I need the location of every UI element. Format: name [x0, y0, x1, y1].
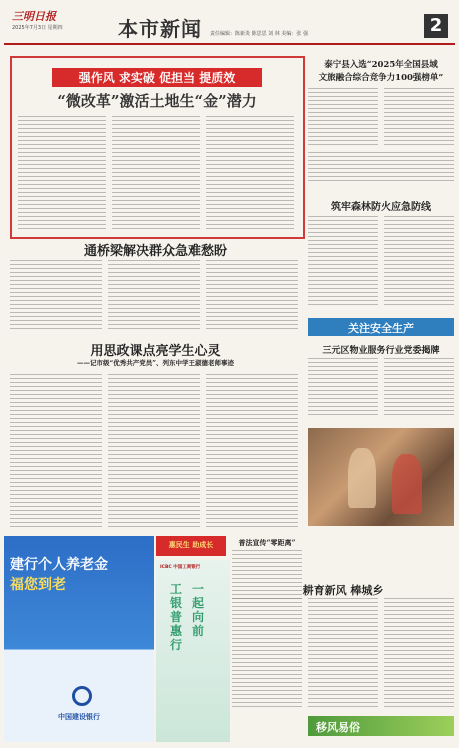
feature-title: 用思政课点亮学生心灵	[90, 344, 221, 359]
feature-body-1	[10, 374, 102, 528]
right-top-title-1: 泰宁县入选“2025年全国县域	[324, 60, 438, 70]
icbc-ad-line2: 一起向前	[192, 582, 205, 638]
right-news-body-2	[384, 358, 454, 418]
feature-body-3	[206, 374, 298, 528]
bottom-right-body-3	[384, 598, 454, 710]
mid-left-body-2	[108, 260, 200, 332]
safety-banner-text: 关注安全生产	[348, 322, 414, 335]
icbc-ad-line1: 工银普惠行	[170, 582, 183, 652]
photo-person-1	[348, 448, 376, 508]
right-top-body-2	[384, 88, 454, 146]
ccb-logo-icon	[72, 686, 92, 706]
forest-fire-title: 筑牢森林防火应急防线	[331, 202, 431, 213]
bottom-right-body-2	[308, 598, 378, 710]
photo-person-2	[392, 454, 422, 514]
lead-body-col3	[206, 116, 294, 230]
forest-fire-body-2	[384, 216, 454, 306]
news-photo	[308, 428, 454, 526]
law-title: 普法宣传“零距离”	[238, 538, 296, 547]
mid-left-body-1	[10, 260, 102, 332]
feature-subtitle: ——记市级“优秀共产党员”、列东中学王淑德老师事迹	[77, 359, 234, 367]
feature-story	[10, 340, 301, 530]
promo-text: 惠民生 助成长	[168, 540, 214, 549]
mid-left-body-3	[206, 260, 298, 332]
issue-date: 2025年7月3日 星期四	[12, 25, 63, 31]
right-news-title: 三元区物业服务行业党委揭牌	[322, 346, 440, 356]
header-rule	[4, 43, 455, 45]
right-top-body-3	[308, 152, 454, 182]
ccb-ad	[4, 536, 154, 742]
icbc-ad-name: ICBC 中国工商银行	[160, 565, 201, 570]
right-news-body-1	[308, 358, 378, 418]
bottom-right-body-1	[232, 598, 302, 710]
right-top-story	[308, 56, 454, 196]
section-title: 本市新闻	[118, 17, 202, 41]
lead-story	[10, 56, 305, 239]
masthead	[0, 0, 459, 46]
promo-box	[156, 536, 226, 556]
page-number: 2	[429, 15, 443, 36]
ccb-ad-line1: 建行个人养老金	[10, 557, 108, 573]
ccb-ad-name: 中国建设银行	[58, 712, 100, 721]
forest-fire-story	[308, 196, 454, 314]
safety-banner	[308, 318, 454, 336]
right-top-title-2: 文旅融合综合竞争力100强榜单”	[318, 73, 444, 83]
feature-body-2	[108, 374, 200, 528]
editor-credits: 责任编辑：陈新炎 陈思思 刘 林 美编：张 强	[210, 31, 308, 37]
mid-left-story	[10, 238, 301, 334]
right-top-body-1	[308, 88, 378, 146]
bottom-right-banner-text: 移风易俗	[316, 721, 360, 734]
bottom-right-story	[232, 580, 454, 740]
paper-logo: 三明日报	[12, 10, 56, 23]
page-number-box	[424, 14, 448, 38]
ccb-ad-line2: 福您到老	[10, 577, 66, 593]
lead-body-col1	[18, 116, 106, 230]
lead-title: “微改革”激活土地生“金”潜力	[57, 92, 257, 110]
bottom-right-title: 耕育新风 棒城乡	[302, 584, 384, 597]
right-news-story	[308, 340, 454, 428]
lead-body-col2	[112, 116, 200, 230]
bottom-right-banner	[308, 716, 454, 736]
icbc-ad	[156, 560, 230, 742]
mid-left-title: 通桥梁解决群众急难愁盼	[83, 244, 227, 259]
lead-banner: 强作风 求实破 促担当 提质效	[52, 68, 262, 87]
forest-fire-body-1	[308, 216, 378, 306]
